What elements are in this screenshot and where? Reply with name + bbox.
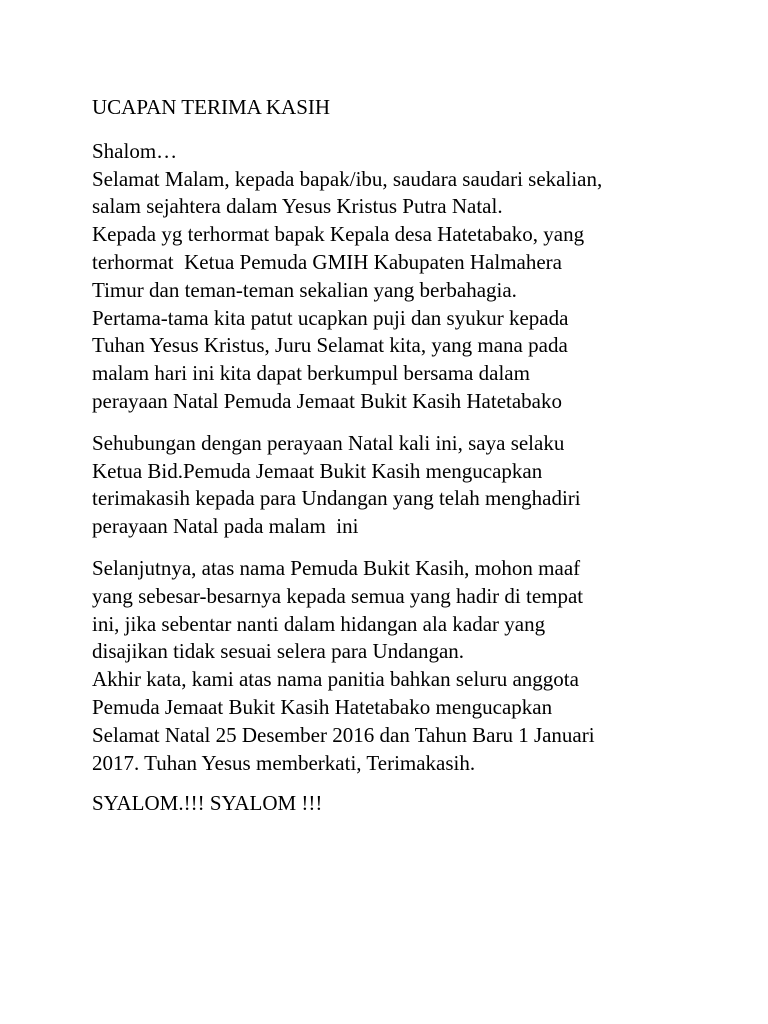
text-line: ini, jika sebentar nanti dalam hidangan ala kadar yang	[92, 611, 546, 636]
text-line: terhormat Ketua Pemuda GMIH Kabupaten Halmahera	[92, 249, 562, 274]
text-line: Kepada yg terhormat bapak Kepala desa Hatetabako, yang	[92, 222, 585, 247]
document-title: UCAPAN TERIMA KASIH	[92, 95, 331, 119]
closing-line: SYALOM.!!! SYALOM !!!	[92, 791, 323, 816]
document-body	[92, 94, 752, 818]
text-line: Timur dan teman-teman sekalian yang berbahagia.	[92, 277, 517, 302]
text-line: terimakasih kepada para Undangan yang telah menghadiri	[92, 486, 581, 511]
text-line: 2017. Tuhan Yesus memberkati, Terimakasih.	[92, 750, 476, 775]
text-line: malam hari ini kita dapat berkumpul bersama dalam	[92, 361, 530, 386]
text-line: Tuhan Yesus Kristus, Juru Selamat kita, yang mana pada	[92, 333, 568, 358]
text-line: Selamat Natal 25 Desember 2016 dan Tahun Baru 1 Januari	[92, 722, 595, 747]
text-line: salam sejahtera dalam Yesus Kristus Putra Natal.	[92, 194, 503, 219]
text-line: Akhir kata, kami atas nama panitia bahkan seluru anggota	[92, 667, 579, 692]
paragraph-apology	[92, 555, 752, 777]
text-line: perayaan Natal pada malam ini	[92, 514, 359, 539]
text-line: Pemuda Jemaat Bukit Kasih Hatetabako mengucapkan	[92, 694, 553, 719]
text-line: Selamat Malam, kepada bapak/ibu, saudara saudari sekalian,	[92, 166, 603, 191]
text-line: Sehubungan dengan perayaan Natal kali ini, saya selaku	[92, 430, 565, 455]
paragraph-thanks	[92, 430, 752, 541]
paragraph-greeting	[92, 138, 752, 416]
text-line: yang sebesar-besarnya kepada semua yang hadir di tempat	[92, 583, 584, 608]
text-line: Shalom…	[92, 138, 178, 163]
text-line: perayaan Natal Pemuda Jemaat Bukit Kasih Hatetabako	[92, 388, 562, 413]
text-line: Pertama-tama kita patut ucapkan puji dan syukur kepada	[92, 305, 569, 330]
text-line: Ketua Bid.Pemuda Jemaat Bukit Kasih mengucapkan	[92, 458, 543, 483]
text-line: disajikan tidak sesuai selera para Undangan.	[92, 639, 465, 664]
text-line: Selanjutnya, atas nama Pemuda Bukit Kasih, mohon maaf	[92, 555, 581, 580]
